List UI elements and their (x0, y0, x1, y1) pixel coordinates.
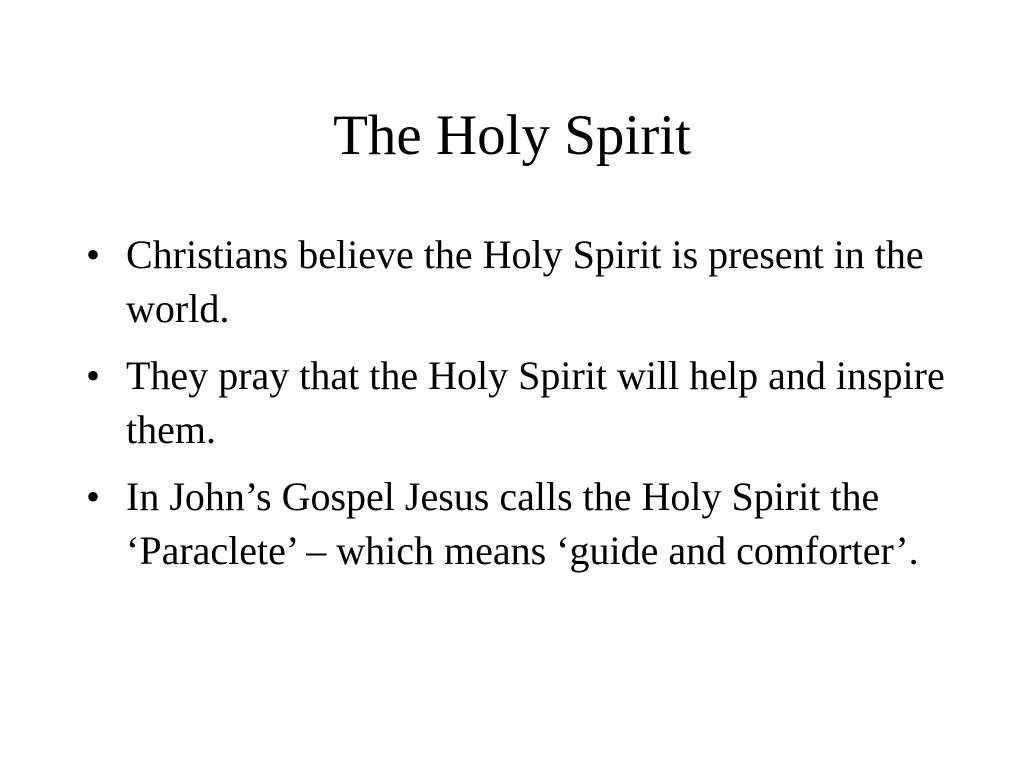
bullet-item (86, 349, 946, 457)
bullet-text: They pray that the Holy Spirit will help and inspire them. (126, 353, 945, 452)
bullet-text: In John’s Gospel Jesus calls the Holy Spirit the ‘Paraclete’ – which means ‘guide and comforter’. (126, 474, 919, 573)
bullet-item (86, 470, 946, 578)
bullet-list (86, 228, 946, 591)
bullet-icon: • (86, 353, 101, 398)
slide-title: The Holy Spirit (333, 104, 691, 167)
bullet-text: Christians believe the Holy Spirit is present in the world. (126, 232, 924, 331)
bullet-icon: • (86, 232, 101, 277)
bullet-item (86, 228, 946, 336)
bullet-icon: • (86, 474, 101, 519)
